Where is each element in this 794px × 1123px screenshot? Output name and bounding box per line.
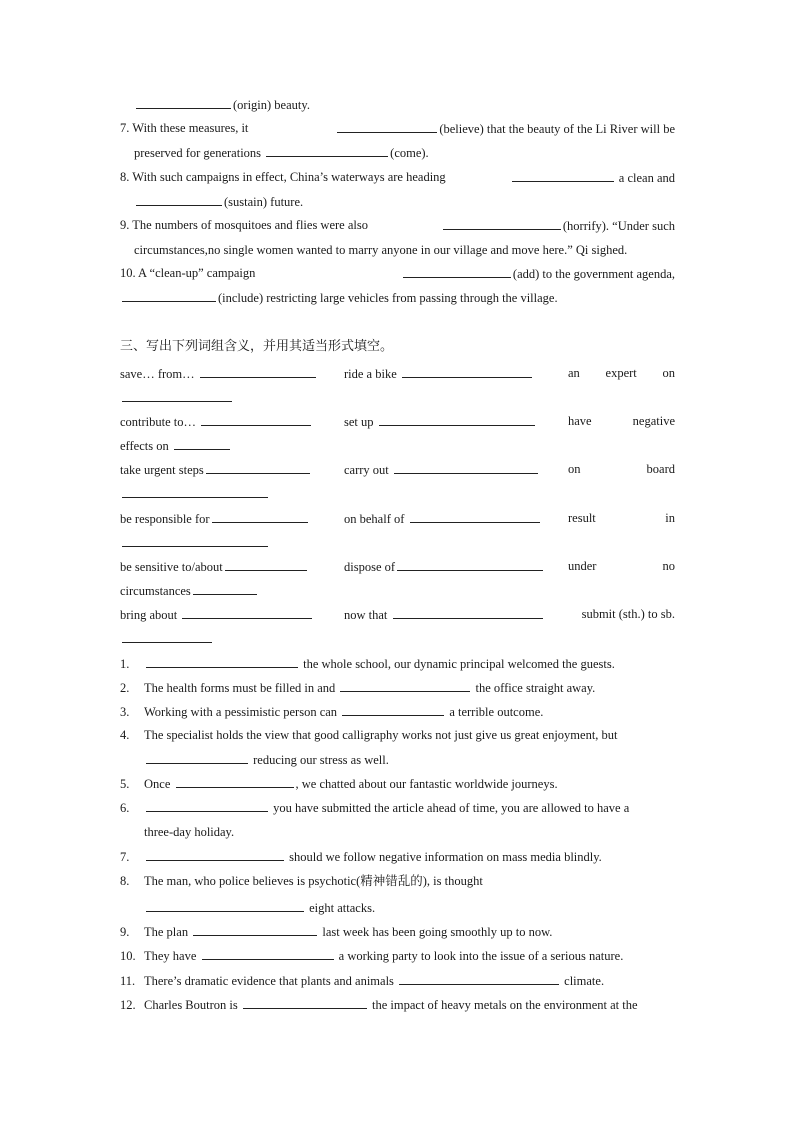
text: 4. [120, 728, 130, 742]
blank[interactable] [337, 120, 437, 133]
sentence-2 [120, 679, 595, 696]
text: 6. [120, 801, 130, 815]
text: contribute to… [120, 415, 197, 429]
sentence-8 [120, 873, 483, 889]
text: result [568, 511, 596, 525]
blank[interactable] [402, 365, 532, 378]
blank[interactable] [340, 679, 470, 692]
blank[interactable] [342, 703, 444, 716]
blank[interactable] [122, 534, 268, 547]
text: (add) to the government agenda, [512, 267, 675, 281]
blank[interactable] [146, 848, 284, 861]
text: (horrify). “Under such [562, 219, 675, 233]
text: board [646, 462, 675, 476]
blank[interactable] [176, 775, 294, 788]
text: 5. [120, 777, 130, 791]
text: The health forms must be filled in and [144, 681, 336, 695]
text: , we chatted about our fantastic worldwide journeys. [295, 777, 558, 791]
blank[interactable] [122, 485, 268, 498]
blank[interactable] [201, 413, 311, 426]
text: be sensitive to/about [120, 560, 223, 574]
item-10-line-1 [120, 265, 675, 282]
sentence-5 [120, 775, 558, 792]
blank[interactable] [397, 558, 543, 571]
blank[interactable] [146, 751, 248, 764]
text: effects on [120, 439, 169, 453]
text: no [662, 559, 675, 573]
item-6-continuation [134, 96, 310, 113]
text: reducing our stress as well. [253, 753, 389, 767]
text: Charles Boutron is [144, 998, 238, 1012]
blank[interactable] [193, 923, 317, 936]
item-9-line-2 [134, 242, 627, 258]
text: carry out [344, 463, 389, 477]
phrase-row-5 [120, 558, 675, 574]
blank[interactable] [200, 365, 316, 378]
blank[interactable] [206, 461, 310, 474]
item-10-line-2 [120, 289, 558, 306]
text: climate. [564, 974, 605, 988]
phrase-row-2-cont [120, 437, 675, 453]
text: 3. [120, 705, 130, 719]
text: 8. With such campaigns in effect, China’s waterways are heading [120, 170, 446, 184]
blank[interactable] [182, 606, 312, 619]
text: 12. [120, 998, 136, 1012]
text: have [568, 414, 592, 428]
text: the impact of heavy metals on the environment at the [372, 998, 638, 1012]
sentence-10 [120, 947, 623, 964]
text: preserved for generations [134, 146, 262, 160]
text: three-day holiday. [144, 825, 235, 839]
text: should we follow negative information on mass media blindly. [289, 850, 602, 864]
sentence-1 [120, 655, 615, 672]
text: expert [605, 366, 637, 380]
text: 8. [120, 874, 130, 888]
text: you have submitted the article ahead of time, you are allowed to have a [273, 801, 630, 815]
blank[interactable] [394, 461, 538, 474]
text: Once [144, 777, 171, 791]
blank[interactable] [399, 972, 559, 985]
blank[interactable] [410, 510, 540, 523]
text: Working with a pessimistic person can [144, 705, 338, 719]
sentence-9 [120, 923, 552, 940]
blank[interactable] [443, 217, 561, 230]
phrase-row-6 [120, 606, 675, 622]
sentence-4 [120, 727, 618, 743]
sentence-6-cont [144, 824, 234, 840]
phrase-row-6-cont [120, 630, 675, 646]
blank[interactable] [225, 558, 307, 571]
blank[interactable] [136, 96, 231, 109]
text: set up [344, 415, 374, 429]
blank[interactable] [403, 265, 511, 278]
text: The man, who police believes is psychotic(精神错乱的), is thought [144, 874, 483, 888]
text: now that [344, 608, 388, 622]
sentence-4-cont [144, 751, 389, 768]
item-8-line-2 [134, 193, 303, 210]
blank[interactable] [379, 413, 535, 426]
item-7-line-1 [120, 120, 675, 137]
text: The plan [144, 925, 189, 939]
text: the office straight away. [475, 681, 596, 695]
text: (origin) beauty. [233, 98, 310, 112]
blank[interactable] [243, 996, 367, 1009]
text: 9. The numbers of mosquitoes and flies were also [120, 218, 368, 232]
phrase-row-4-cont [120, 534, 675, 550]
text: There’s dramatic evidence that plants and animals [144, 974, 394, 988]
text: a working party to look into the issue of a serious nature. [338, 949, 624, 963]
phrase-row-3-cont [120, 485, 675, 501]
text: 2. [120, 681, 130, 695]
sentence-12 [120, 996, 638, 1013]
phrase-row-3 [120, 461, 675, 477]
text: eight attacks. [309, 901, 376, 915]
item-9-line-1 [120, 217, 675, 234]
text: on [568, 462, 581, 476]
text: a clean and [618, 171, 675, 185]
text: (come). [390, 146, 429, 160]
text: circumstances,no single women wanted to marry anyone in our village and move here.” Qi sighed. [134, 243, 628, 257]
text: negative [632, 414, 675, 428]
text: 7. [120, 850, 130, 864]
blank[interactable] [266, 144, 388, 157]
blank[interactable] [512, 169, 614, 182]
text: in [665, 511, 675, 525]
item-8-line-1 [120, 169, 675, 186]
text: 1. [120, 657, 130, 671]
phrase-row-1 [120, 365, 675, 381]
phrase-row-4 [120, 510, 675, 526]
text: ride a bike [344, 367, 397, 381]
text: (believe) that the beauty of the Li River will be [439, 122, 675, 136]
text: 10. A “clean-up” campaign [120, 266, 256, 280]
phrase-row-5-cont [120, 582, 675, 598]
text: The specialist holds the view that good calligraphy works not just give us great enjoyment, but [144, 728, 618, 742]
text: bring about [120, 608, 178, 622]
text: (sustain) future. [224, 195, 304, 209]
blank[interactable] [212, 510, 308, 523]
sentence-8-cont [144, 899, 375, 916]
text: an [568, 366, 580, 380]
blank[interactable] [193, 582, 257, 595]
sentence-11 [120, 972, 604, 989]
blank[interactable] [122, 289, 216, 302]
text: They have [144, 949, 197, 963]
text: under [568, 559, 597, 573]
text: 7. With these measures, it [120, 121, 249, 135]
section-3-title: 三、写出下列词组含义，并用其适当形式填空。 [120, 339, 394, 354]
text: circumstances [120, 584, 191, 598]
text: on behalf of [344, 512, 405, 526]
blank[interactable] [146, 655, 298, 668]
blank[interactable] [146, 899, 304, 912]
text: on [662, 366, 675, 380]
text: 9. [120, 925, 130, 939]
sentence-7 [120, 848, 602, 865]
text: save… from… [120, 367, 195, 381]
text: a terrible outcome. [449, 705, 544, 719]
blank[interactable] [146, 799, 268, 812]
text: submit (sth.) to sb. [581, 607, 675, 621]
blank[interactable] [393, 606, 543, 619]
text: the whole school, our dynamic principal welcomed the guests. [303, 657, 615, 671]
phrase-row-1-cont [120, 389, 675, 405]
text: 10. [120, 949, 136, 963]
blank[interactable] [174, 437, 230, 450]
blank[interactable] [136, 193, 222, 206]
sentence-6 [120, 799, 629, 816]
text: take urgent steps [120, 463, 204, 477]
blank[interactable] [202, 947, 334, 960]
phrase-row-2 [120, 413, 675, 429]
blank[interactable] [122, 630, 212, 643]
text: last week has been going smoothly up to now. [322, 925, 553, 939]
item-7-line-2 [134, 144, 429, 161]
text: (include) restricting large vehicles from passing through the village. [218, 291, 558, 305]
text: dispose of [344, 560, 396, 574]
text: be responsible for [120, 512, 210, 526]
sentence-3 [120, 703, 543, 720]
text: 11. [120, 974, 136, 988]
blank[interactable] [122, 389, 232, 402]
